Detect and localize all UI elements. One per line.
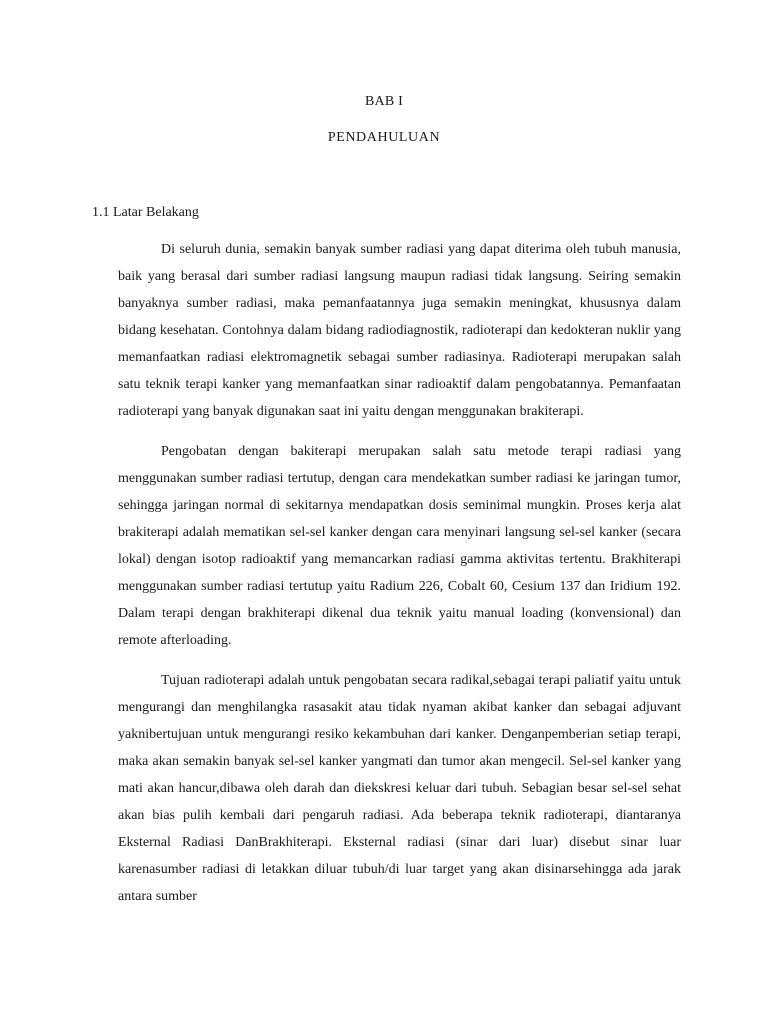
paragraph-2: Pengobatan dengan bakiterapi merupakan salah satu metode terapi radiasi yang menggunakan sumber radiasi tertutup, dengan cara mendekatkan sumber radiasi ke jaringan tumor, sehingga jaringan normal di sekitarnya mendapatkan dosis seminimal mungkin. Proses kerja alat brakiterapi adalah mematikan sel-sel kanker dengan cara menyinari langsung sel-sel kanker (secara lokal) dengan isotop radioaktif yang memancarkan radiasi gamma aktivitas tertentu. Brakhiterapi menggunakan sumber radiasi tertutup yaitu Radium 226, Cobalt 60, Cesium 137 dan Iridium 192. Dalam terapi dengan brakhiterapi dikenal dua teknik yaitu manual loading (konvensional) dan remote afterloading. [118, 444, 681, 648]
section-heading: 1.1 Latar Belakang [92, 205, 199, 220]
chapter-title: PENDAHULUAN [327, 130, 441, 145]
chapter-number: BAB I [365, 94, 403, 109]
body-text [118, 236, 681, 923]
paragraph-1: Di seluruh dunia, semakin banyak sumber radiasi yang dapat diterima oleh tubuh manusia, baik yang berasal dari sumber radiasi langsung maupun radiasi tidak langsung. Seiring semakin banyaknya sumber radiasi, maka pemanfaatannya juga semakin meningkat, khususnya dalam bidang kesehatan. Contohnya dalam bidang radiodiagnostik, radioterapi dan kedokteran nuklir yang memanfaatkan radiasi elektromagnetik sebagai sumber radiasinya. Radioterapi merupakan salah satu teknik terapi kanker yang memanfaatkan sinar radioaktif dalam pengobatannya. Pemanfaatan radioterapi yang banyak digunakan saat ini yaitu dengan menggunakan brakiterapi. [118, 242, 681, 419]
paragraph-3: Tujuan radioterapi adalah untuk pengobatan secara radikal,sebagai terapi paliatif yaitu untuk mengurangi dan menghilangka rasasakit atau tidak nyaman akibat kanker dan sebagai adjuvant yaknibertujuan untuk mengurangi resiko kekambuhan dari kanker. Denganpemberian setiap terapi, maka akan semakin banyak sel-sel kanker yangmati dan tumor akan mengecil. Sel-sel kanker yang mati akan hancur,dibawa oleh darah dan diekskresi keluar dari tubuh. Sebagian besar sel-sel sehat akan bias pulih kembali dari pengaruh radiasi. Ada beberapa teknik radioterapi, diantaranya Eksternal Radiasi DanBrakhiterapi. Eksternal radiasi (sinar dari luar) disebut sinar luar karenasumber radiasi di letakkan diluar tubuh/di luar target yang akan disinarsehingga ada jarak antara sumber [118, 673, 681, 904]
